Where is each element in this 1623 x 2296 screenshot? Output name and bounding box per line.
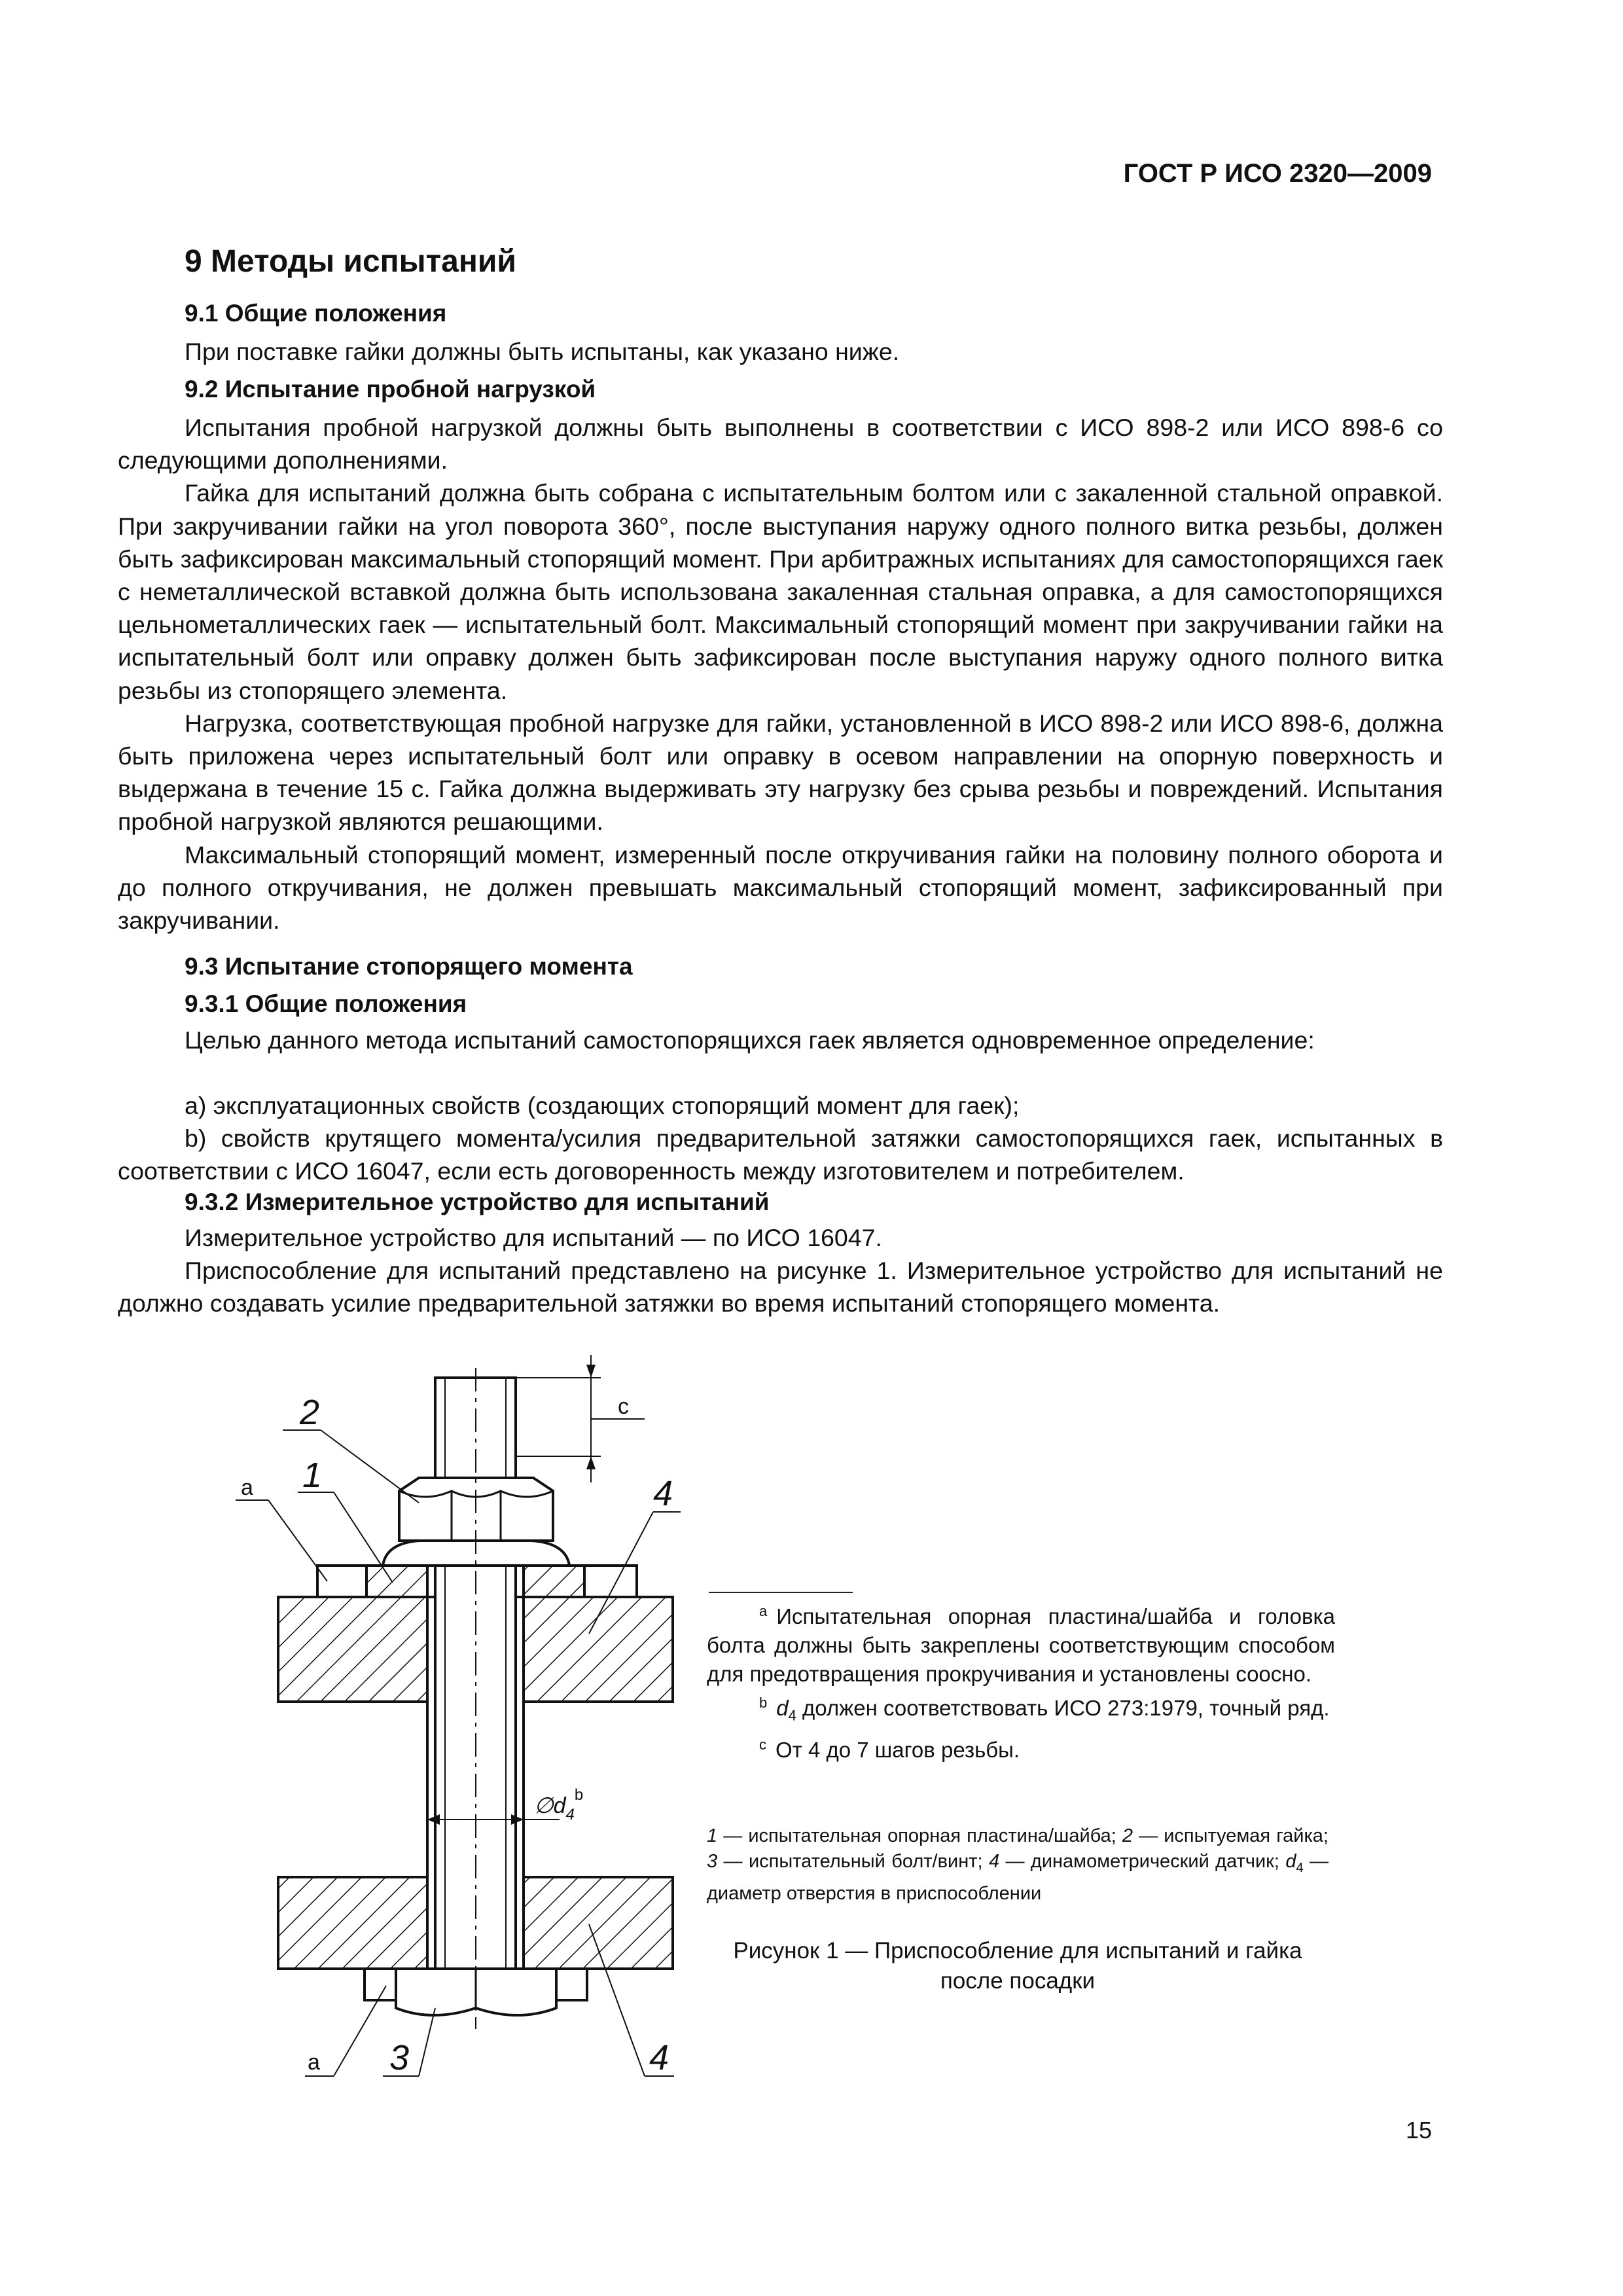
- section-title: 9 Методы испытаний: [185, 244, 516, 279]
- paragraph: Испытания пробной нагрузкой должны быть выполнены в соответствии с ИСО 898-2 или ИСО 898-6 со следующими дополнениями.: [118, 414, 1443, 475]
- upper-load-cell-block: [524, 1597, 673, 1702]
- label-a-bottom: a: [308, 2050, 320, 2075]
- list-item-b: b) свойств крутящего момента/усилия предварительной затяжки самостопорящихся гаек, испытанных в соответствии с ИСО 16047, если есть договоренность между изготовителем и потребителем.: [118, 1124, 1443, 1185]
- footnote-rule: [709, 1592, 853, 1593]
- footnote-a: $^a$ Испытательная опорная пластина/шайба и головка болта должны быть закреплены соответствующим способом для предотвращения прокручивания и установлены соосно.: [707, 1603, 1335, 1686]
- label-c: c: [618, 1394, 629, 1419]
- subsection-9-2-heading: 9.2 Испытание пробной нагрузкой: [185, 376, 596, 403]
- subsection-9-3-2-heading: 9.3.2 Измерительное устройство для испытаний: [185, 1189, 770, 1215]
- label-4-bottom: 4: [649, 2038, 669, 2077]
- paragraph: Максимальный стопорящий момент, измеренный после откручивания гайки на половину полного оборота и до полного откручивания, не должен превышать максимальный стопорящий момент, зафиксированный при закручивании.: [118, 840, 1443, 935]
- subsection-9-3-1-heading: 9.3.1 Общие положения: [185, 990, 467, 1017]
- paragraph: Измерительное устройство для испытаний — по ИСО 16047.: [185, 1224, 882, 1251]
- label-2: 2: [300, 1393, 320, 1432]
- list-item-a: a) эксплуатационных свойств (создающих стопорящий момент для гаек);: [185, 1092, 1020, 1119]
- label-1: 1: [302, 1456, 323, 1495]
- lower-load-cell-block: [524, 1877, 673, 1969]
- figure-footnotes: [707, 1597, 1335, 1765]
- footnote-b: $^b$ $d_4$ должен соответствовать ИСО 273:1979, точный ряд.: [759, 1695, 1330, 1724]
- subsection-9-1-heading: 9.1 Общие положения: [185, 300, 447, 327]
- subsection-9-2-body: [118, 411, 1443, 937]
- paragraph: Нагрузка, соответствующая пробной нагрузке для гайки, установленной в ИСО 898-2 или ИСО 898-6, должна быть приложена через испытательный болт или оправку в осевом направлении на опорную поверхность и выдержана в течение 15 с. Гайка должна выдерживать эту нагрузку без срыва резьбы и повреждений. Испытания пробной нагрузкой являются решающими.: [118, 709, 1443, 836]
- label-4-top: 4: [653, 1474, 673, 1513]
- footnote-c: $^c$ От 4 до 7 шагов резьбы.: [759, 1736, 1020, 1762]
- figure-caption: Рисунок 1 — Приспособление для испытаний и гайка после посадки: [733, 1938, 1302, 1994]
- paragraph: Гайка для испытаний должна быть собрана с испытательным болтом или с закаленной стальной оправкой. При закручивании гайки на угол поворота 360°, после выступания наружу одного полного витка резьбы, должен быть зафиксирован максимальный стопорящий момент. При арбитражных испытаниях для самостопорящихся гаек с неметаллической вставкой должна быть использована закаленная стальная оправка, а для самостопорящихся цельнометаллических гаек — испытательный болт. Максимальный стопорящий момент при закручивании гайки на испытательный болт или оправку должен быть зафиксирован после выступания наружу одного полного витка резьбы из стопорящего элемента.: [118, 479, 1443, 704]
- lower-load-cell-block: [278, 1877, 427, 1969]
- subsection-9-3-1-text: Целью данного метода испытаний самостопорящихся гаек является одновременное определение:: [185, 1026, 1315, 1054]
- subsection-9-3-2-body: [118, 1221, 1443, 1320]
- document-id: ГОСТ Р ИСО 2320—2009: [1123, 159, 1432, 188]
- subsection-9-1-text: При поставке гайки должны быть испытаны, как указано ниже.: [185, 338, 900, 365]
- label-d4: $\emptyset d_4^b$: [534, 1786, 584, 1823]
- label-3: 3: [389, 2038, 410, 2077]
- page-number: 15: [1405, 2117, 1432, 2144]
- test-fixture-drawing: [196, 1335, 694, 2094]
- subsection-9-3-heading: 9.3 Испытание стопорящего момента: [185, 953, 633, 980]
- label-a-top: a: [241, 1475, 253, 1500]
- figure-legend: 1 — испытательная опорная пластина/шайба; 2 — испытуемая гайка; 3 — испытательный болт/винт; 4 — динамометрический датчик; $d_4$ — диаметр отверстия в приспособлении: [707, 1825, 1329, 1904]
- paragraph: Приспособление для испытаний представлено на рисунке 1. Измерительное устройство для испытаний не должно создавать усилие предварительной затяжки во время испытаний стопорящего момента.: [118, 1257, 1443, 1318]
- upper-load-cell-block: [278, 1597, 427, 1702]
